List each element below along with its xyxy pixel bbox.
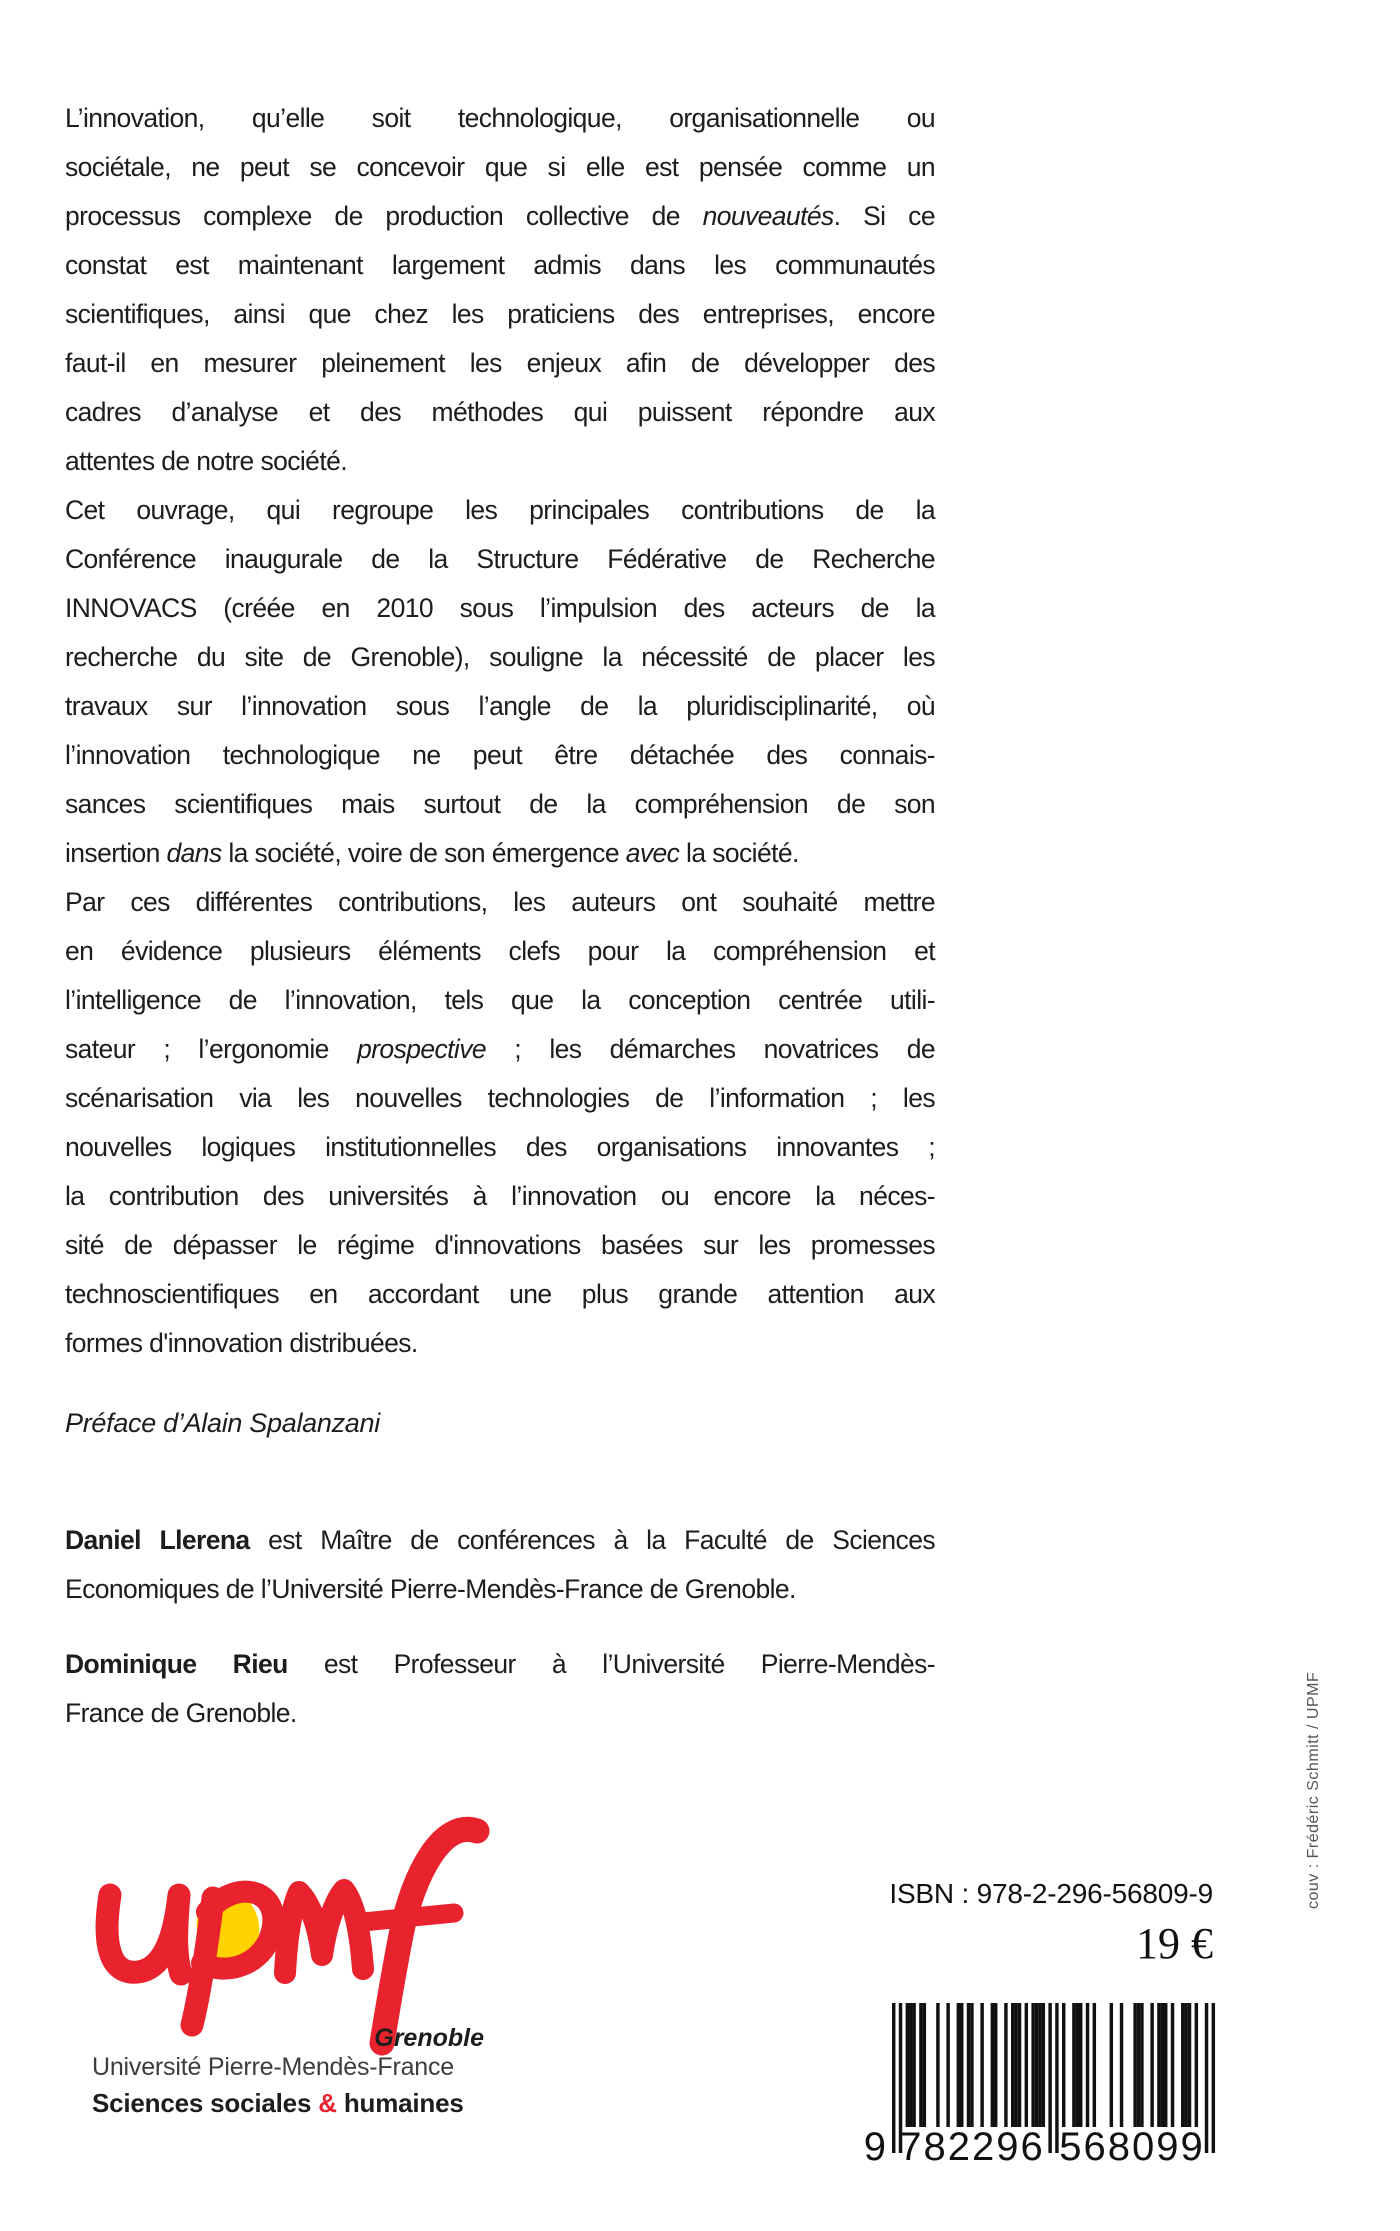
blurb-line: cadres d’analyse et des méthodes qui puissent répondre aux (65, 397, 935, 427)
division-part-1: Sciences sociales (92, 2088, 319, 2118)
barcode-digits-left: 782296 (899, 2125, 1045, 2169)
blurb-line: sateur ; l’ergonomie prospective ; les démarches novatrices de (65, 1034, 935, 1064)
blurb-line: attentes de notre société. (65, 446, 347, 476)
blurb-line: faut-il en mesurer pleinement les enjeux afin de développer des (65, 348, 935, 378)
upmf-wordmark (107, 1829, 477, 2043)
author-bio-line: Economiques de l’Université Pierre-Mendès-France de Grenoble. (65, 1574, 796, 1604)
blurb-line: insertion dans la société, voire de son émergence avec la société. (65, 838, 799, 868)
isbn-label: ISBN : 978-2-296-56809-9 (889, 1878, 1213, 1909)
author-bio-daniel-llerena (65, 1516, 935, 1614)
blurb-line: formes d'innovation distribuées. (65, 1328, 418, 1358)
blurb-line: nouvelles logiques institutionnelles des organisations innovantes ; (65, 1132, 935, 1162)
blurb-line: travaux sur l’innovation sous l’angle de la pluridisciplinarité, où (65, 691, 935, 721)
division-part-2: humaines (336, 2088, 464, 2118)
letter-f (382, 1829, 477, 2043)
logo-division-name (92, 2088, 512, 2119)
logo-university-name: Université Pierre-Mendès-France (92, 2053, 454, 2081)
barcode-digits-right: 568099 (1059, 2125, 1205, 2169)
letter-u (107, 1895, 181, 1974)
blurb-line: sité de dépasser le régime d'innovations basées sur les promesses (65, 1230, 935, 1260)
blurb-line: en évidence plusieurs éléments clefs pour la compréhension et (65, 936, 935, 966)
blurb-line: scénarisation via les nouvelles technologies de l’information ; les (65, 1083, 935, 1113)
price-label: 19 € (1136, 1919, 1213, 1968)
blurb-line: Conférence inaugurale de la Structure Fédérative de Recherche (65, 544, 935, 574)
logo-city-label: Grenoble (374, 2024, 484, 2052)
blurb-line: la contribution des universités à l’innovation ou encore la néces- (65, 1181, 935, 1211)
blurb-line: l’innovation technologique ne peut être détachée des connais- (65, 740, 935, 770)
preface-note: Préface d’Alain Spalanzani (65, 1408, 380, 1438)
blurb-line: constat est maintenant largement admis dans les communautés (65, 250, 935, 280)
ean13-barcode (858, 2000, 1218, 2172)
blurb-line: recherche du site de Grenoble), souligne la nécessité de placer les (65, 642, 935, 672)
blurb-line: scientifiques, ainsi que chez les praticiens des entreprises, encore (65, 299, 935, 329)
author-bio-line: Dominique Rieu est Professeur à l’Université Pierre-Mendès- (65, 1649, 935, 1679)
blurb-line: sociétale, ne peut se concevoir que si elle est pensée comme un (65, 152, 935, 182)
blurb-line: Par ces différentes contributions, les auteurs ont souhaité mettre (65, 887, 935, 917)
blurb-line: processus complexe de production collective de nouveautés. Si ce (65, 201, 935, 231)
cover-credit: couv : Frédéric Schmitt / UPMF (1305, 1671, 1322, 1909)
author-bio-line: Daniel Llerena est Maître de conférences à la Faculté de Sciences (65, 1525, 935, 1555)
author-bio-dominique-rieu (65, 1640, 935, 1738)
blurb-line: l’intelligence de l’innovation, tels que la conception centrée utili- (65, 985, 935, 1015)
barcode-digit-leading: 9 (863, 2125, 888, 2169)
author-bio-line: France de Grenoble. (65, 1698, 297, 1728)
division-ampersand: & (318, 2088, 337, 2118)
blurb-line: INNOVACS (créée en 2010 sous l’impulsion des acteurs de la (65, 593, 935, 623)
letter-m (285, 1890, 363, 1973)
blurb-line: L’innovation, qu’elle soit technologique, organisationnelle ou (65, 103, 935, 133)
letter-f-crossbar (363, 1913, 454, 1922)
upmf-logo (80, 1795, 490, 2057)
blurb-text (65, 94, 935, 1368)
blurb-line: technoscientifiques en accordant une plus grande attention aux (65, 1279, 935, 1309)
blurb-line: Cet ouvrage, qui regroupe les principales contributions de la (65, 495, 935, 525)
blurb-line: sances scientifiques mais surtout de la compréhension de son (65, 789, 935, 819)
